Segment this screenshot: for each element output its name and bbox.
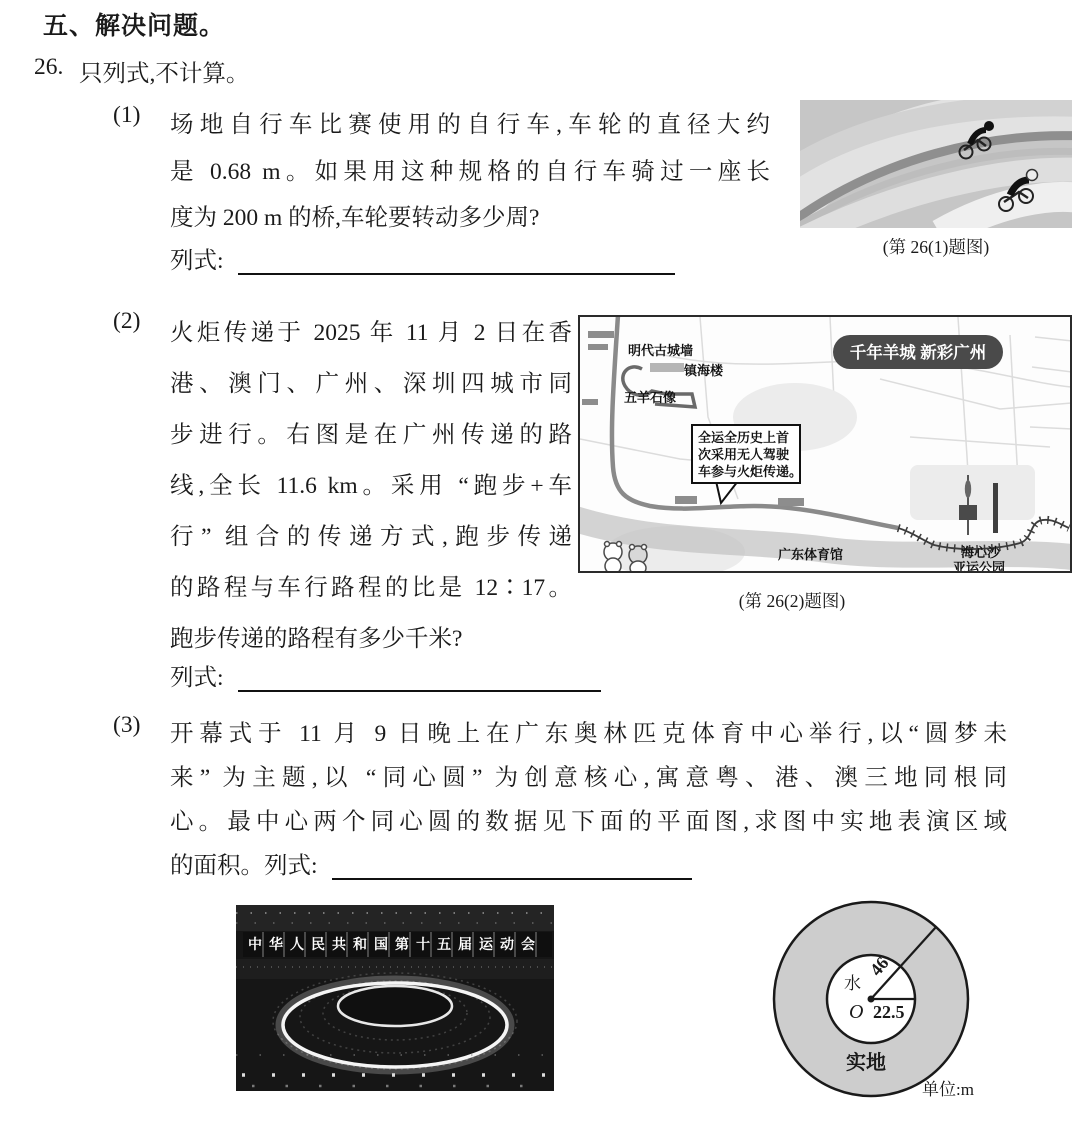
callout-line: 车参与火炬传递。	[698, 464, 803, 479]
q2-route-map	[578, 315, 1072, 573]
q1-text	[170, 102, 770, 242]
inner-light-ring	[338, 986, 452, 1026]
label-five-rams: 五羊石像	[624, 390, 677, 405]
q1-expression-row	[170, 241, 675, 275]
callout-line: 全运全历史上首	[698, 430, 790, 445]
question-intro: 只列式,不计算。	[79, 61, 250, 87]
q2-figure-caption: (第 26(2)题图)	[738, 591, 846, 611]
label-haixinsha-2: 亚运公园	[953, 560, 1006, 571]
label-ming-wall: 明代古城墙	[628, 343, 694, 358]
map-callout	[692, 425, 802, 503]
q3-line: 心。最中心两个同心圆的数据见下面的平面图,求图中实地表演区域	[170, 809, 1007, 835]
map-title-text: 千年羊城 新彩广州	[849, 344, 987, 362]
callout-line: 次采用无人驾驶	[698, 447, 790, 462]
q1-line: 是 0.68 m。如果用这种规格的自行车骑过一座长	[170, 158, 770, 185]
q3-answer-blank[interactable]	[332, 852, 692, 880]
q3-expression-label: 的面积。列式:	[170, 853, 318, 879]
q2-line: 步进行。右图是在广州传递的路	[170, 422, 572, 448]
q1-label: (1)	[113, 102, 141, 128]
q1-line: 度为 200 m 的桥,车轮要转动多少周?	[170, 205, 540, 231]
section-title: 五、解决问题。	[43, 12, 226, 40]
inner-radius-value: 22.5	[873, 1002, 905, 1022]
q2-line: 线,全长 11.6 km。采用 “跑步+车	[170, 473, 572, 499]
q3-line: 来” 为主题,以 “同心圆” 为创意核心,寓意粤、港、澳三地同根同	[170, 765, 1007, 791]
region-label: 实地	[846, 1052, 886, 1074]
q2-line: 港、澳门、广州、深圳四城市同	[170, 371, 572, 397]
label-zhenhai-tower: 镇海楼	[684, 363, 724, 378]
q1-velodrome-photo	[800, 100, 1072, 233]
q1-answer-blank[interactable]	[238, 247, 675, 275]
q3-text	[170, 712, 1007, 844]
q3-label: (3)	[113, 712, 141, 738]
label-haixinsha-1: 海心沙	[961, 545, 1001, 560]
q2-line: 的路程与车行路程的比是 12∶17。	[170, 575, 572, 601]
q2-expression-label: 列式:	[170, 665, 224, 691]
wall-building	[650, 363, 684, 372]
water-label: 水	[844, 974, 861, 993]
q1-expression-label: 列式:	[170, 248, 224, 274]
q1-line: 场地自行车比赛使用的自行车,车轮的直径大约	[170, 112, 770, 138]
origin-label: O	[849, 1001, 864, 1023]
q3-expression-row	[170, 846, 692, 880]
label-gd-gymnasium: 广东体育馆	[778, 547, 844, 562]
outer-radius-value: 46	[865, 952, 893, 980]
velodrome-image	[800, 100, 1072, 228]
q2-line: 火炬传递于 2025 年 11 月 2 日在香	[170, 320, 572, 346]
q1-figure-caption: (第 26(1)题图)	[882, 237, 990, 257]
route-map-image	[580, 317, 1070, 571]
q2-label: (2)	[113, 308, 141, 334]
q2-line: 行” 组合的传递方式,跑步传递	[170, 524, 572, 550]
q3-ceremony-photo	[236, 905, 554, 1096]
q2-answer-blank[interactable]	[238, 664, 601, 692]
unit-label: 单位:m	[922, 1080, 974, 1099]
q3-circle-diagram	[766, 893, 1011, 1124]
concentric-circles-figure	[766, 893, 1011, 1121]
ceremony-banner-text: 中华人民共和国第十五届运动会	[243, 932, 552, 957]
q2-text	[170, 308, 572, 665]
question-number: 26.	[34, 54, 64, 80]
q2-expression-row	[170, 658, 601, 692]
q3-line: 开幕式于 11 月 9 日晚上在广东奥林匹克体育中心举行,以“圆梦未	[170, 721, 1007, 747]
q2-line: 跑步传递的路程有多少千米?	[170, 626, 463, 652]
